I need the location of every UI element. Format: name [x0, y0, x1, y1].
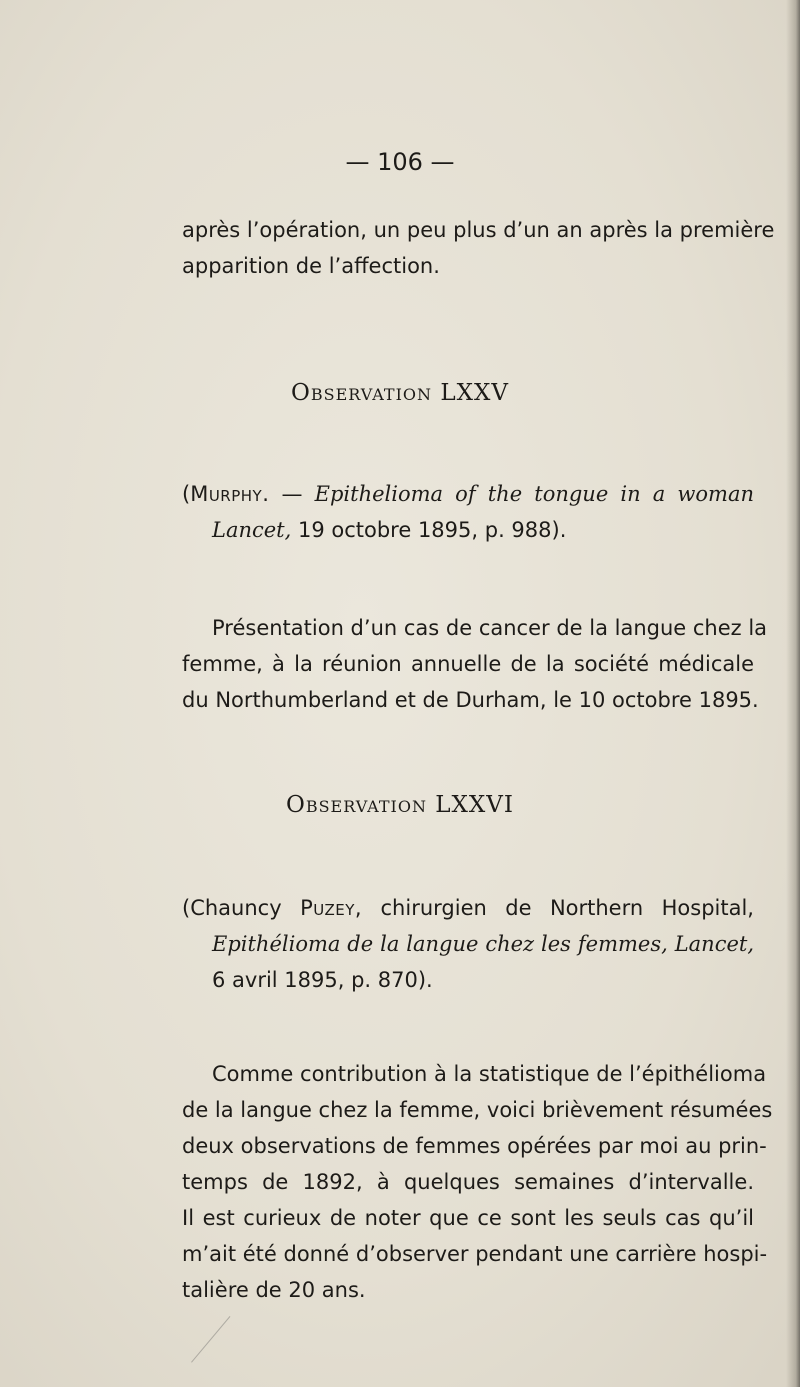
section-heading: Observation LXXVI: [285, 792, 515, 818]
text-line: temps de 1892, à quelques semaines d’intervalle.: [182, 1170, 754, 1194]
text-line: du Northumberland et de Durham, le 10 octobre 1895.: [182, 688, 759, 712]
text-line: apparition de l’affection.: [182, 254, 440, 278]
ref-prefix: (Chauncy: [182, 896, 301, 920]
reference-line: 6 avril 1895, p. 870).: [212, 968, 433, 992]
ref-author: Puzey,: [300, 896, 363, 920]
ref-title: Epithélioma de la langue chez les femmes, Lancet,: [212, 932, 754, 956]
ref-dash: —: [269, 482, 315, 506]
page-edge-shadow: [786, 0, 800, 1387]
reference-line: [182, 482, 754, 506]
reference-line: [212, 932, 754, 956]
ref-title: Epithelioma of the tongue in a woman: [314, 482, 754, 506]
ref-journal: Lancet,: [212, 518, 292, 542]
ref-rest: chirurgien de Northern Hospital,: [362, 896, 754, 920]
reference-line: [182, 896, 754, 920]
ref-details: 19 octobre 1895, p. 988).: [291, 518, 567, 542]
text-line: Comme contribution à la statistique de l’épithélioma: [212, 1062, 767, 1086]
text-line: après l’opération, un peu plus d’un an après la première: [182, 218, 775, 242]
text-line: deux observations de femmes opérées par moi au prin-: [182, 1134, 767, 1158]
pencil-mark: [191, 1316, 232, 1364]
text-line: talière de 20 ans.: [182, 1278, 366, 1302]
ref-prefix: (: [182, 482, 191, 506]
text-line: de la langue chez la femme, voici brièvement résumées: [182, 1098, 773, 1122]
text-line: Il est curieux de noter que ce sont les seuls cas qu’il: [182, 1206, 754, 1230]
ref-author: Murphy.: [190, 482, 270, 506]
section-heading: Observation LXXV: [291, 380, 509, 406]
reference-line: [212, 518, 754, 542]
text-line: femme, à la réunion annuelle de la société médicale: [182, 652, 754, 676]
text-line: m’ait été donné d’observer pendant une carrière hospi-: [182, 1242, 768, 1266]
text-line: Présentation d’un cas de cancer de la langue chez la: [212, 616, 768, 640]
page-number: — 106 —: [345, 148, 455, 176]
